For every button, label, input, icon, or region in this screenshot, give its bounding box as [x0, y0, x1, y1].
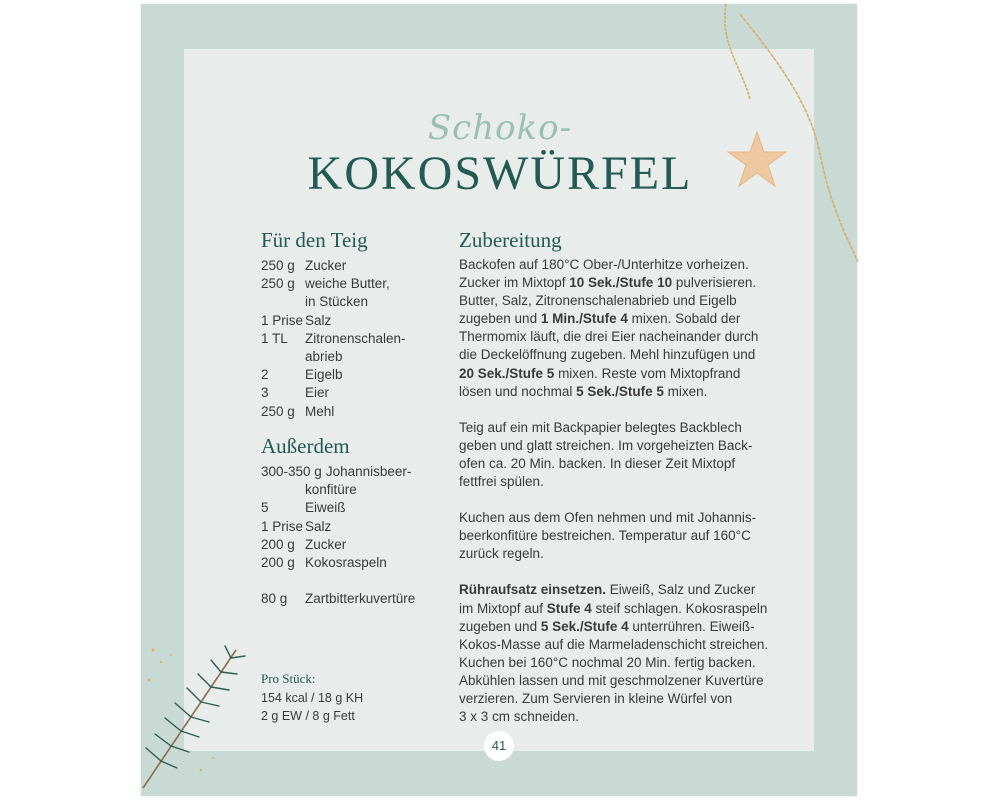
ingredient-amount	[261, 572, 305, 590]
ingredient-row	[261, 572, 415, 590]
bold-setting: 10 Sek./Stufe 10	[569, 275, 673, 291]
ingredient-amount: 200 g	[261, 536, 295, 552]
instruction-text: steif schlagen. Kokosraspeln	[591, 600, 768, 616]
bold-setting: 20 Sek./Stufe 5	[459, 365, 555, 381]
instruction-text: zugeben und	[459, 311, 541, 327]
ingredient-row	[261, 499, 415, 517]
bold-setting: Stufe 4	[546, 600, 592, 616]
instruction-line	[459, 672, 789, 690]
instruction-text: zurück regeln.	[459, 546, 544, 562]
nutrition-label: Pro Stück:	[261, 671, 316, 686]
ingredient-amount	[261, 348, 305, 366]
instruction-text: im Mixtopf auf	[459, 600, 547, 616]
ingredient-amount: 300-350 g	[261, 464, 322, 479]
instruction-text: geben und glatt streichen. Im vorgeheizten Back-	[459, 437, 753, 453]
instruction-text: verzieren. Zum Servieren in kleine Würfel von	[459, 690, 733, 706]
ingredient-amount	[261, 481, 305, 499]
ingredient-row	[261, 518, 415, 536]
instruction-line	[459, 310, 789, 328]
ingredient-row	[261, 384, 406, 402]
ingredient-row	[261, 312, 406, 330]
nutrition-line: 154 kcal / 18 g KH	[261, 690, 364, 705]
zubereitung-text	[459, 256, 789, 744]
bold-setting: Rühraufsatz einsetzen.	[459, 582, 607, 598]
page-title: KOKOSWÜRFEL	[307, 147, 693, 200]
ingredient-amount: 250 g	[261, 403, 295, 419]
ingredient-row	[261, 481, 415, 499]
ingredient-amount: 250 g	[261, 258, 295, 273]
ingredient-amount: 250 g	[261, 276, 295, 292]
instruction-text: Zucker im Mixtopf	[459, 275, 570, 291]
instruction-line	[459, 690, 789, 708]
ausserdem-ingredient-list	[261, 463, 415, 609]
ingredient-row	[261, 536, 415, 554]
instruction-line	[459, 473, 789, 491]
ingredient-amount: 5	[261, 500, 269, 516]
instruction-text: mixen. Sobald der	[627, 311, 741, 327]
ingredient-name: weiche Butter,	[305, 276, 390, 292]
ingredient-name: Zucker	[305, 258, 347, 273]
instruction-line	[459, 581, 789, 599]
ausserdem-heading: Außerdem	[261, 434, 350, 458]
ingredient-name: Zartbitterkuvertüre	[305, 591, 416, 607]
ingredient-row	[261, 366, 406, 384]
instruction-line	[459, 455, 789, 473]
ingredient-amount: 80 g	[261, 591, 288, 607]
ingredient-row	[261, 330, 406, 348]
ingredient-amount: 200 g	[261, 554, 295, 570]
instruction-text: die Deckelöffnung zugeben. Mehl hinzufügen und	[459, 347, 756, 363]
instruction-text: unterrühren. Eiweiß-	[628, 618, 755, 634]
ingredient-name: in Stücken	[305, 294, 369, 310]
ingredient-name: konfitüre	[305, 482, 357, 498]
instruction-text: fettfrei spülen.	[459, 474, 544, 490]
title-script: Schoko-	[427, 108, 573, 148]
ingredient-name: abrieb	[305, 348, 343, 364]
instruction-text: Kuchen bei 160°C nochmal 20 Min. fertig backen.	[459, 654, 756, 670]
ingredient-name: Eiweiß	[305, 500, 346, 516]
ingredient-name: Johannisbeer-	[325, 464, 412, 479]
instruction-line	[459, 292, 789, 310]
instruction-line	[459, 545, 789, 563]
bold-setting: 5 Sek./Stufe 4	[540, 618, 629, 634]
fir-branch-icon	[141, 640, 251, 790]
instruction-line	[459, 365, 789, 383]
ingredient-amount: 3	[261, 385, 269, 401]
ingredient-row	[261, 590, 415, 608]
ingredient-row	[261, 293, 406, 311]
instruction-paragraph	[459, 581, 789, 726]
ingredient-amount: 1 Prise	[261, 518, 304, 534]
instruction-text: Backofen auf 180°C Ober-/Unterhitze vorheizen.	[459, 257, 749, 272]
bold-setting: 5 Sek./Stufe 5	[576, 383, 664, 399]
instruction-text: zugeben und	[459, 618, 541, 634]
teig-heading: Für den Teig	[261, 228, 368, 252]
instruction-line	[459, 328, 789, 346]
ingredient-amount	[261, 293, 305, 311]
ingredient-amount: 1 TL	[261, 330, 288, 346]
instruction-text: Teig auf ein mit Backpapier belegtes Backblech	[459, 419, 742, 435]
nutrition-line: 2 g EW / 8 g Fett	[261, 709, 355, 723]
instruction-line	[459, 654, 789, 672]
ingredient-name: Kokosraspeln	[305, 554, 387, 570]
instruction-line	[459, 600, 789, 618]
instruction-line	[459, 618, 789, 636]
instruction-text: ofen ca. 20 Min. backen. In dieser Zeit Mixtopf	[459, 455, 736, 471]
instruction-text: Kuchen aus dem Ofen nehmen und mit Johannis-	[459, 510, 757, 526]
instruction-line	[459, 437, 789, 455]
instruction-paragraph	[459, 509, 789, 563]
ingredient-amount: 2	[261, 367, 269, 383]
instruction-line	[459, 527, 789, 545]
instruction-line	[459, 346, 789, 364]
nutrition-info	[261, 670, 363, 726]
ingredient-name: Salz	[305, 312, 332, 328]
instruction-line	[459, 274, 789, 292]
ingredient-row	[261, 348, 406, 366]
instruction-paragraph	[459, 256, 789, 401]
instruction-line	[459, 383, 789, 401]
ingredient-name: Zitronenschalen-	[305, 330, 406, 346]
instruction-line	[459, 708, 789, 726]
ingredient-name: Zucker	[305, 536, 347, 552]
ingredient-name: Eigelb	[305, 367, 343, 383]
instruction-text: Kokos-Masse auf die Marmeladenschicht streichen.	[459, 636, 769, 652]
ingredient-row	[261, 554, 415, 572]
instruction-text: beerkonfitüre bestreichen. Temperatur auf 160°C	[459, 528, 751, 544]
instruction-text: pulverisieren.	[672, 275, 757, 291]
instruction-text: Butter, Salz, Zitronenschalenabrieb und Eigelb	[459, 293, 737, 309]
ingredient-row	[261, 275, 406, 293]
ingredient-name: Mehl	[305, 403, 335, 419]
ingredient-amount: 1 Prise	[261, 312, 304, 328]
teig-ingredient-list	[261, 257, 406, 421]
instruction-paragraph	[459, 419, 789, 491]
ingredient-row	[261, 403, 406, 421]
instruction-line	[459, 509, 789, 527]
instruction-text: lösen und nochmal	[459, 383, 577, 399]
instruction-text: mixen.	[663, 383, 708, 399]
instruction-text: 3 x 3 cm schneiden.	[459, 709, 580, 725]
page-number: 41	[484, 731, 514, 761]
zubereitung-heading: Zubereitung	[459, 228, 562, 252]
instruction-text: Thermomix läuft, die drei Eier nacheinander durch	[459, 329, 759, 345]
ingredient-row	[261, 257, 406, 275]
bold-setting: 1 Min./Stufe 4	[540, 311, 628, 327]
instruction-text: Eiweiß, Salz und Zucker	[606, 582, 756, 598]
ingredient-row	[261, 463, 415, 481]
ingredient-name: Eier	[305, 385, 330, 401]
instruction-text: mixen. Reste vom Mixtopfrand	[554, 365, 741, 381]
instruction-line	[459, 636, 789, 654]
instruction-text: Abkühlen lassen und mit geschmolzener Kuvertüre	[459, 672, 764, 688]
instruction-line	[459, 256, 789, 274]
instruction-line	[459, 419, 789, 437]
ingredient-name: Salz	[305, 518, 332, 534]
